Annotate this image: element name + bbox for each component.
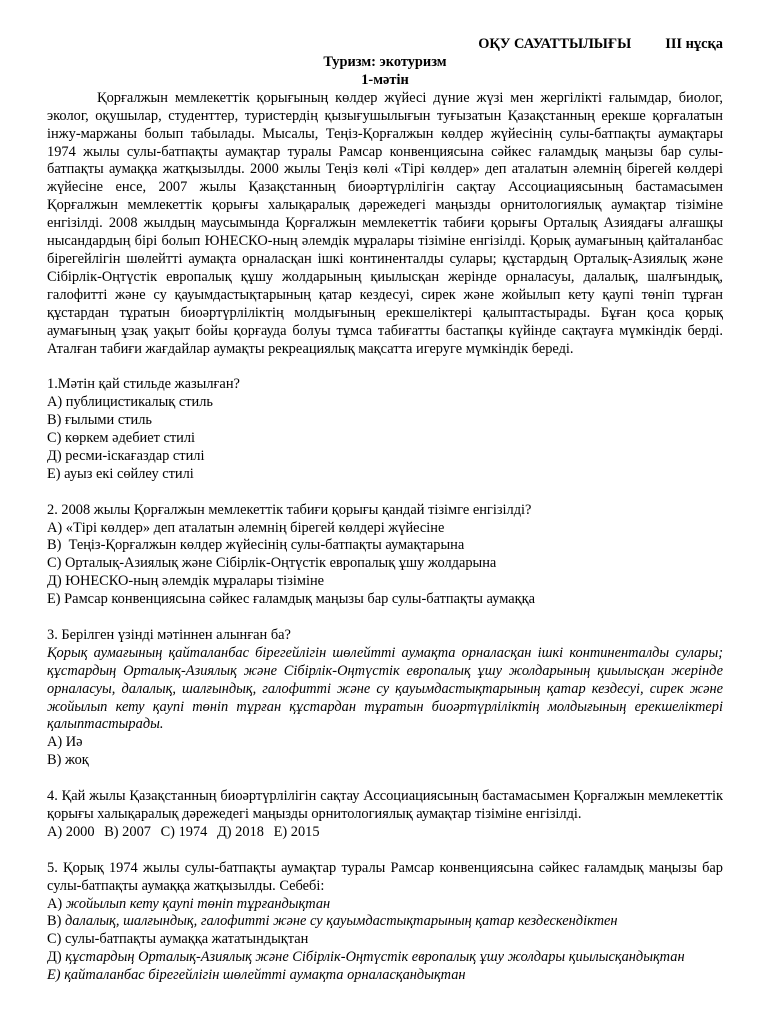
q3-option-a: А) Иә (47, 734, 83, 751)
q4-option-b: В) 2007 (104, 823, 151, 840)
q1-option-a: А) публицистикалық стиль (47, 394, 213, 411)
document-page (47, 36, 723, 985)
q4-option-e: Е) 2015 (273, 823, 320, 840)
question-2 (47, 502, 723, 609)
q4-option-d: Д) 2018 (216, 823, 264, 840)
q2-option-a: А) «Тірі көлдер» деп аталатын әлемнің бірегей көлдері жүйесіне (47, 519, 445, 536)
q5-option-c (47, 931, 723, 949)
q5-option-e-text: қайталанбас бірегейлігін шөлейтті аумақта орналасқандықтан (64, 967, 466, 984)
q2-option-b: В) Теңіз-Қорғалжын көлдер жүйесінің сулы-батпақты аумақтарына (47, 537, 465, 554)
q2-option-d: Д) ЮНЕСКО-ның әлемдік мұралары тізіміне (47, 573, 325, 590)
text-number: 1-мәтін (361, 71, 409, 88)
question-3 (47, 627, 723, 770)
q1-option-d: Д) ресми-іскағаздар стилі (47, 447, 205, 464)
q5-option-d (47, 949, 723, 967)
q5-option-a-label: А) (47, 895, 63, 912)
q5-option-b-text: далалық, шалғындық, галофитті және су қауымдастықтарының қатар кездескендіктен (65, 913, 618, 930)
question-2-text: 2. 2008 жылы Қорғалжын мемлекеттік табиғи қорығы қандай тізімге енгізілді? (47, 501, 532, 518)
q2-option-e: Е) Рамсар конвенциясына сәйкес ғаламдық маңызы бар сулы-батпақты аумаққа (47, 591, 535, 608)
q5-option-e-label: Е) (47, 967, 61, 984)
q5-option-a-text: жойылып кету қаупі төніп тұрғандықтан (65, 895, 331, 912)
q5-option-c-text: сулы-батпақты аумаққа жататындықтан (65, 931, 309, 948)
question-3-text: 3. Берілген үзінді мәтіннен алынған ба? (47, 626, 291, 643)
question-5-text: 5. Қорық 1974 жылы сулы-батпақты аумақтар туралы Рамсар конвенциясына сәйкес ғаламдық маңызы бар сулы-батпақты аумаққа жатқызылды. Себебі: (47, 859, 723, 894)
variant-label: III нұсқа (665, 36, 723, 52)
question-4 (47, 788, 723, 842)
q5-option-b (47, 913, 723, 931)
q5-option-d-label: Д) (47, 949, 62, 966)
question-1 (47, 376, 723, 483)
q5-option-e (47, 967, 723, 985)
q5-option-b-label: В) (47, 913, 62, 930)
question-1-text: 1.Мәтін қай стильде жазылған? (47, 376, 240, 393)
q5-option-d-text: құстардың Орталық-Азиялық және Сібірлік-Оңтүстік европалық ұшу жолдары қиылысқандықтан (65, 949, 685, 966)
subject-heading: ОҚУ САУАТТЫЛЫҒЫ (478, 36, 632, 52)
q5-option-c-label: С) (47, 931, 62, 948)
reading-passage: Қорғалжын мемлекеттік қорығының көлдер жүйесі дүние жүзі мен жергілікті ғалымдар, биолог, эколог, оқушылар, студенттер, туристердің қызығушылығын туғызатын Қазақстанның ерекше қорғалатын інжу-маржаны болып табылады. Мысалы, Теңіз-Қорғалжын көлдер жүйесінің сулы-батпақты аумақтары 1974 жылы сулы-батпақты аумақтар туралы Рамсар конвенциясына сәйкес ғаламдық маңызы бар сулы-батпақты аумаққа жатқызылды. 2000 жылы Теңіз көлі «Тірі көлдер» деп аталатын әлемнің бірегей көлдері жүйесіне енсе, 2007 жылы Қазақстанның биоәртүрлілігін сақтау Ассоциациясының бастамасымен Қорғалжын мемлекеттік қорығы халықаралық дәрежедегі маңызды орнитологиялық аумақтар тізіміне енгізілді. 2008 жылдың маусымында Қорғалжын мемлекеттік табиғи қорығы Орталық Азиядағы алғашқы нысандардың бірі болып ЮНЕСКО-ның әлемдік мұралары тізіміне енгізілді. Қорық аумағының қайталанбас бірегейлігін шөлейтті аумақта орналасқан ішкі континенталды сулары; құстардың Орталық-Азиялық және Сібірлік-Оңтүстік европалық құшу жолдарының қиылысқан жерінде орналасуы, далалық, шалғындық, галофитті және су қауымдастықтарының қатар кездесуі, сирек және жойылып кету қаупі төніп тұрған құстардан тұратын биоәртүрліліктің молдығының ерекшеліктері қалыптастырады. Бұған қоса қорық аумағының ұзақ уақыт бойы қорғауда болуы тұмса табиғатты бастапқы күйінде сақтауға мүмкіндік берді. Аталған табиғи жағдайлар аумақты рекреациялық мақсатта игеруге мүмкіндік береді. (47, 89, 723, 357)
question-4-text: 4. Қай жылы Қазақстанның биоәртүрлілігін сақтау Ассоциациясының бастамасымен Қорғалжын мемлекеттік қорығы халықаралық дәрежедегі маңызды орнитологиялық аумақтар тізіміне енгізілді. (47, 788, 723, 822)
q4-options-row (47, 824, 723, 842)
question-5 (47, 860, 723, 985)
q1-option-e: Е) ауыз екі сөйлеу стилі (47, 465, 194, 482)
q3-excerpt: Қорық аумағының қайталанбас бірегейлігін шөлейтті аумақта орналасқан ішкі континенталды сулары; құстардың Орталық-Азиялық және Сібірлік-Оңтүстік европалық ұшу жолдарының қиылысқан жерінде орналасуы, далалық, шалғындық, галофитті және су қауымдастықтарының қатар кездесуі, сирек және жойылып кету қаупі төніп тұрған құстардан тұратын биоәртүрліліктің молдығының ерекшеліктері қалыптастырады. (47, 644, 723, 733)
q5-option-a (47, 896, 723, 914)
q4-option-c: С) 1974 (160, 823, 208, 840)
q1-option-b: В) ғылыми стиль (47, 412, 152, 429)
q3-option-b: В) жоқ (47, 752, 89, 769)
document-header (47, 36, 723, 54)
page-title: Туризм: экотуризм (323, 54, 447, 70)
q1-option-c: С) көркем әдебиет стилі (47, 430, 196, 447)
q2-option-c: С) Орталық-Азиялық және Сібірлік-Оңтүстік европалық ұшу жолдарына (47, 555, 497, 572)
q4-option-a: А) 2000 (47, 823, 95, 840)
